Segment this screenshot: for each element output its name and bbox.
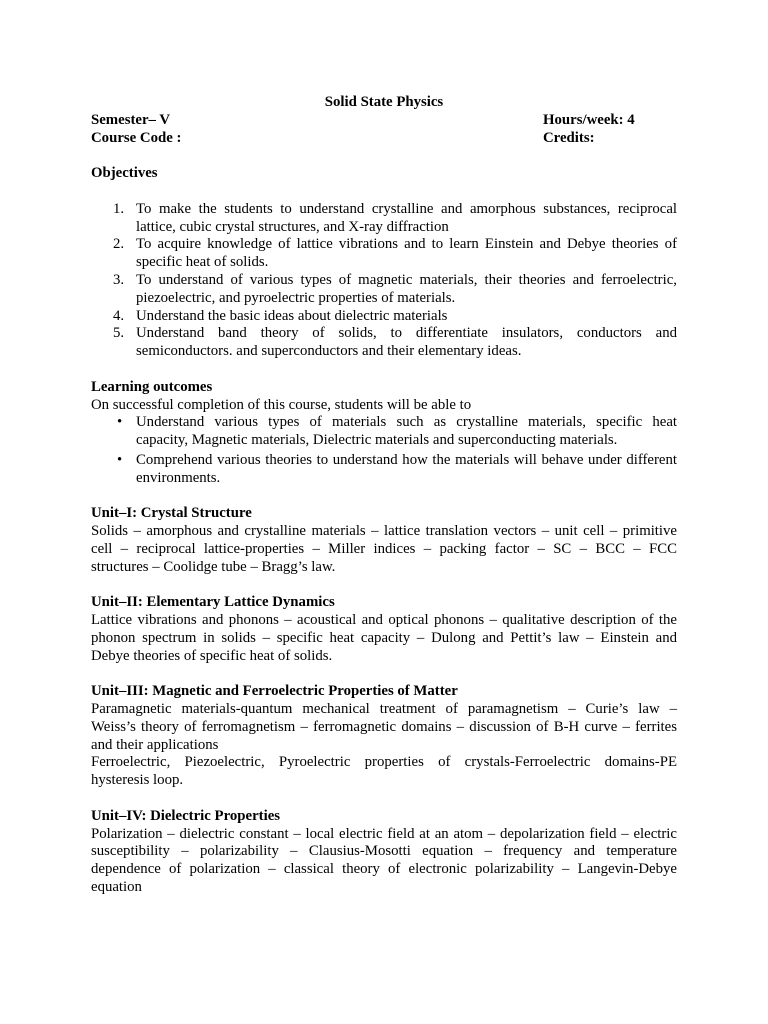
objective-line: Understand the basic ideas about dielectric materials [136,307,448,324]
course-code-row [91,130,677,148]
spacer [91,790,677,808]
unit-line: Lattice vibrations and phonons – acoustical and optical phonons – qualitative description of the [91,612,677,629]
course-code-label: Course Code : [91,129,182,146]
objectives-heading: Objectives [91,165,158,182]
unit-line: dependence of polarization – classical theory of electronic polarizability – Langevin-Debye [91,861,677,878]
semester-label: Semester– V [91,111,171,128]
objective-line: lattice, cubic crystal structures, and X-ray diffraction [136,218,449,235]
unit-line: phonon spectrum in solids – specific heat capacity – Dulong and Pettit’s law – Einstein and [91,629,677,646]
course-title: Solid State Physics [324,94,444,110]
unit-line: and their applications [91,736,219,753]
bullet-icon [117,414,122,432]
unit-line: cell – reciprocal lattice-properties – Miller indices – packing factor – SC – BCC – FCC [91,540,677,557]
learning-outcomes-intro: On successful completion of this course, students will be able to [91,396,472,413]
objective-number: 4. [113,307,125,324]
objective-line: To make the students to understand crystalline and amorphous substances, reciprocal [136,200,677,217]
unit-section [91,505,677,576]
unit-line: hysteresis loop. [91,772,184,789]
objective-line: specific heat of solids. [136,254,269,271]
objective-number: 1. [113,200,125,217]
unit-line: Polarization – dielectric constant – local electric field at an atom – depolarization field – electric [91,825,677,842]
objective-line: Understand band theory of solids, to differentiate insulators, conductors and [136,325,677,342]
objective-number: 2. [113,236,125,253]
objective-line: semiconductors. and superconductors and their elementary ideas. [136,343,522,360]
objective-line: To understand of various types of magnetic materials, their theories and ferroelectric, [136,271,677,288]
unit-heading: Unit–III: Magnetic and Ferroelectric Properties of Matter [91,683,458,700]
semester-row [91,112,677,130]
unit-section [91,683,677,790]
objective-number: 5. [113,325,125,342]
unit-line: equation [91,879,142,896]
bullet-icon [117,452,122,470]
unit-section [91,594,677,665]
objective-line: piezoelectric, and pyroelectric properties of materials. [136,289,456,306]
unit-heading: Unit–II: Elementary Lattice Dynamics [91,594,335,611]
unit-line: Paramagnetic materials-quantum mechanical treatment of paramagnetism – Curie’s law – [91,701,677,718]
unit-heading: Unit–I: Crystal Structure [91,505,252,522]
unit-line: Ferroelectric, Piezoelectric, Pyroelectric properties of crystals-Ferroelectric domains-PE [91,754,677,771]
unit-line: Solids – amorphous and crystalline materials – lattice translation vectors – unit cell – primitive [91,523,677,540]
spacer [91,666,677,684]
objective-item [91,236,677,272]
spacer [91,488,677,506]
unit-section [91,808,677,897]
hours-per-week-label: Hours/week: 4 [543,111,635,128]
spacer [91,147,677,165]
objective-line: To acquire knowledge of lattice vibrations and to learn Einstein and Debye theories of [136,236,677,253]
objective-item [91,325,677,361]
outcome-bullet [91,452,677,488]
learning-outcomes-heading: Learning outcomes [91,378,213,395]
outcome-line: Comprehend various theories to understand how the materials will behave under different [136,451,677,468]
outcome-bullet [91,414,677,450]
unit-line: susceptibility – polarizability – Clausius-Mosotti equation – frequency and temperature [91,843,677,860]
spacer [91,183,677,201]
spacer [91,577,677,595]
objective-item [91,272,677,308]
outcome-line: Understand various types of materials such as crystalline materials, specific heat [136,414,677,431]
outcome-line: capacity, Magnetic materials, Dielectric materials and superconducting materials. [136,432,618,449]
unit-line: Debye theories of specific heat of solids. [91,647,333,664]
unit-line: Weiss’s theory of ferromagnetism – ferromagnetic domains – discussion of B-H curve – ferrites [91,718,677,735]
syllabus-page [91,94,677,897]
objective-number: 3. [113,271,125,288]
objective-item [91,201,677,237]
outcome-line: environments. [136,469,221,486]
spacer [91,361,677,379]
objective-item [91,308,677,326]
unit-heading: Unit–IV: Dielectric Properties [91,807,281,824]
credits-label: Credits: [543,129,595,146]
unit-line: structures – Coolidge tube – Bragg’s law. [91,558,336,575]
